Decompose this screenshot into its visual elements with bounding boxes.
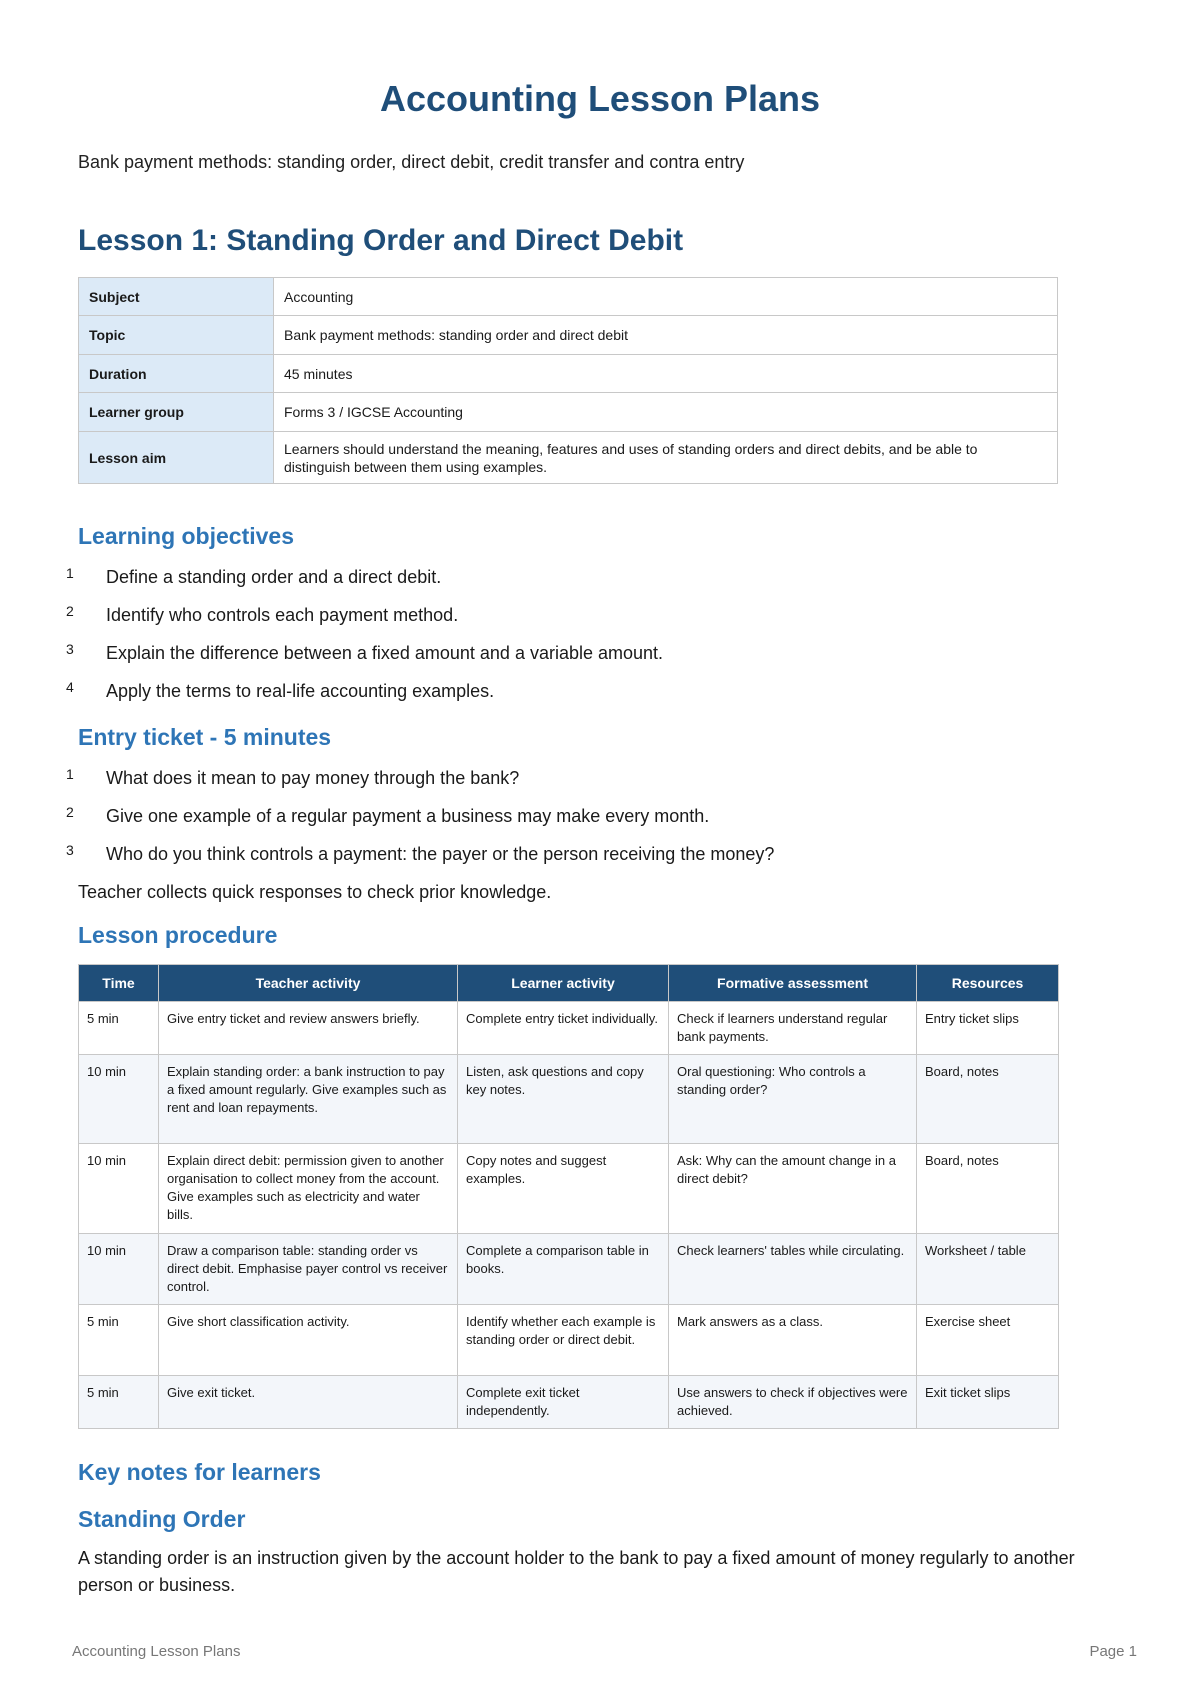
column-header-time: Time (79, 965, 159, 1002)
key-notes-heading: Key notes for learners (78, 1459, 321, 1485)
procedure-table (78, 964, 1059, 1429)
table-cell: Board, notes (917, 1144, 1059, 1234)
table-cell: Check if learners understand regular bank payments. (669, 1002, 917, 1055)
info-value: Bank payment methods: standing order and direct debit (274, 316, 1058, 355)
info-row-learner-group (79, 393, 1058, 432)
info-row-duration (79, 355, 1058, 393)
column-header-formative-assessment: Formative assessment (669, 965, 917, 1002)
info-key: Learner group (79, 393, 274, 432)
table-row (79, 1055, 1059, 1144)
footer-document-title: Accounting Lesson Plans (72, 1643, 241, 1660)
table-cell: Use answers to check if objectives were achieved. (669, 1376, 917, 1429)
column-header-learner-activity: Learner activity (458, 965, 669, 1002)
table-cell: Copy notes and suggest examples. (458, 1144, 669, 1234)
table-cell: Worksheet / table (917, 1234, 1059, 1305)
table-cell: Give entry ticket and review answers briefly. (159, 1002, 458, 1055)
table-cell: Explain direct debit: permission given to another organisation to collect money from the account. Give examples such as electricity and water bills. (159, 1144, 458, 1234)
table-cell: Give short classification activity. (159, 1305, 458, 1376)
info-value: Accounting (274, 278, 1058, 316)
document-title: Accounting Lesson Plans (379, 78, 821, 119)
table-cell: Entry ticket slips (917, 1002, 1059, 1055)
lesson-title: Lesson 1: Standing Order and Direct Debit (78, 224, 684, 257)
table-cell: Complete a comparison table in books. (458, 1234, 669, 1305)
table-cell: Board, notes (917, 1055, 1059, 1144)
info-key: Subject (79, 278, 274, 316)
entry-ticket-heading: Entry ticket - 5 minutes (78, 724, 332, 750)
column-header-resources: Resources (917, 965, 1059, 1002)
table-cell: Check learners' tables while circulating. (669, 1234, 917, 1305)
list-item: 3 Who do you think controls a payment: the payer or the person receiving the money? (66, 842, 775, 864)
info-value: Learners should understand the meaning, features and uses of standing orders and direct debits, and be able to distinguish between them using examples. (274, 432, 1058, 484)
entry-ticket-note: Teacher collects quick responses to check prior knowledge. (78, 882, 552, 902)
list-item: 4 Apply the terms to real-life accounting examples. (66, 679, 495, 701)
table-row (79, 1002, 1059, 1055)
list-item: 1 What does it mean to pay money through the bank? (66, 766, 520, 788)
table-cell: 10 min (79, 1234, 159, 1305)
table-cell: Explain standing order: a bank instruction to pay a fixed amount regularly. Give examples such as rent and loan repayments. (159, 1055, 458, 1144)
objectives-list (66, 565, 1066, 717)
info-value: Forms 3 / IGCSE Accounting (274, 393, 1058, 432)
table-cell: 10 min (79, 1144, 159, 1234)
table-cell: 5 min (79, 1376, 159, 1429)
table-cell: Complete entry ticket individually. (458, 1002, 669, 1055)
objectives-heading: Learning objectives (78, 523, 295, 549)
table-cell: Complete exit ticket independently. (458, 1376, 669, 1429)
column-header-teacher-activity: Teacher activity (159, 965, 458, 1002)
info-row-subject (79, 278, 1058, 316)
info-key: Duration (79, 355, 274, 393)
table-row (79, 1234, 1059, 1305)
table-cell: Mark answers as a class. (669, 1305, 917, 1376)
table-row (79, 1144, 1059, 1234)
table-cell: Oral questioning: Who controls a standing order? (669, 1055, 917, 1144)
info-row-lesson-aim (79, 432, 1058, 484)
info-row-topic (79, 316, 1058, 355)
table-cell: 10 min (79, 1055, 159, 1144)
table-row (79, 1376, 1059, 1429)
info-key: Lesson aim (79, 432, 274, 484)
table-cell: 5 min (79, 1002, 159, 1055)
list-item: 1 Define a standing order and a direct debit. (66, 565, 442, 587)
standing-order-heading: Standing Order (78, 1506, 246, 1532)
table-cell: Ask: Why can the amount change in a direct debit? (669, 1144, 917, 1234)
list-item: 3 Explain the difference between a fixed amount and a variable amount. (66, 641, 664, 663)
procedure-heading: Lesson procedure (78, 922, 278, 948)
table-cell: Exercise sheet (917, 1305, 1059, 1376)
table-cell: Exit ticket slips (917, 1376, 1059, 1429)
list-item: 2 Identify who controls each payment method. (66, 603, 459, 625)
document-subtitle: Bank payment methods: standing order, direct debit, credit transfer and contra entry (78, 152, 745, 172)
standing-order-definition: A standing order is an instruction given by the account holder to the bank to pay a fixed amount of money regularly to another person or business. (78, 1548, 1075, 1595)
info-key: Topic (79, 316, 274, 355)
table-header-row (79, 965, 1059, 1002)
table-cell: Give exit ticket. (159, 1376, 458, 1429)
list-item: 2 Give one example of a regular payment a business may make every month. (66, 804, 710, 826)
table-cell: Identify whether each example is standing order or direct debit. (458, 1305, 669, 1376)
footer-page-number: Page 1 (1089, 1643, 1137, 1660)
table-cell: Draw a comparison table: standing order vs direct debit. Emphasise payer control vs receiver control. (159, 1234, 458, 1305)
info-value: 45 minutes (274, 355, 1058, 393)
entry-ticket-list (66, 766, 1066, 880)
table-cell: Listen, ask questions and copy key notes. (458, 1055, 669, 1144)
table-cell: 5 min (79, 1305, 159, 1376)
lesson-info-table (78, 277, 1058, 484)
table-row (79, 1305, 1059, 1376)
